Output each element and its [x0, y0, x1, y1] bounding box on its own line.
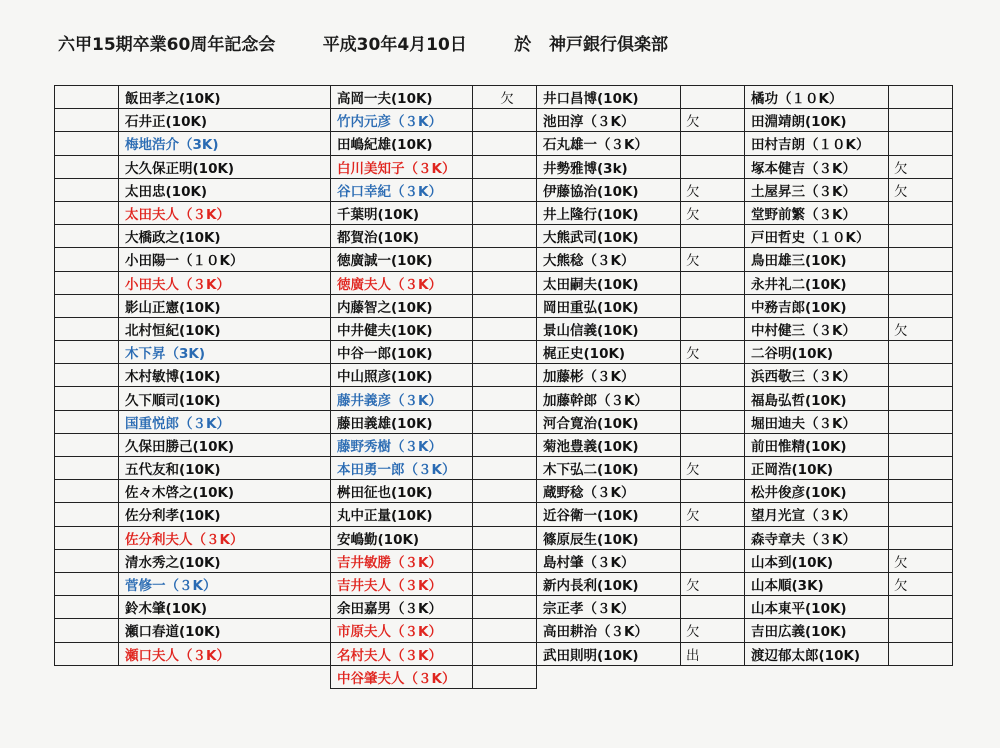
attendance-mark-cell — [681, 387, 745, 410]
attendee-name-cell: 岡田重弘(10K) — [537, 294, 681, 317]
attendance-mark-cell — [889, 480, 953, 503]
attendee-name-cell: 白川美知子（３K） — [331, 155, 473, 178]
attendee-name-cell: 瀬口夫人（３K） — [119, 642, 331, 665]
attendance-mark-cell — [889, 596, 953, 619]
attendance-mark-cell — [473, 132, 537, 155]
attendance-mark-cell — [473, 480, 537, 503]
attendee-name-cell: 塚本健吉（３K） — [745, 155, 889, 178]
attendee-name-cell: 太田嗣夫(10K) — [537, 271, 681, 294]
attendance-mark-cell — [473, 225, 537, 248]
attendance-mark-cell — [889, 132, 953, 155]
attendee-name-cell: 島村肇（３K） — [537, 549, 681, 572]
attendance-mark-cell — [889, 364, 953, 387]
attendee-name-cell: 五代友和(10K) — [119, 457, 331, 480]
attendee-name-cell: 瀬口春道(10K) — [119, 619, 331, 642]
attendee-name-cell: 木下昇（3K) — [119, 341, 331, 364]
attendee-name-cell: 橘功（１０K） — [745, 86, 889, 109]
attendee-name-cell: 石丸雄一（３K） — [537, 132, 681, 155]
attendance-mark-cell: 欠 — [681, 572, 745, 595]
attendee-name-cell: 福島弘哲(10K) — [745, 387, 889, 410]
attendee-name-cell: 松井俊彦(10K) — [745, 480, 889, 503]
attendance-mark-cell — [473, 526, 537, 549]
table-row — [55, 503, 953, 526]
attendance-mark-cell — [55, 155, 119, 178]
attendee-name-cell: 竹内元彦（３K） — [331, 109, 473, 132]
attendance-mark-cell — [473, 549, 537, 572]
attendance-mark-cell — [473, 248, 537, 271]
attendance-mark-cell — [55, 132, 119, 155]
attendance-mark-cell — [55, 201, 119, 224]
venue-prefix: 於 — [514, 35, 532, 55]
attendee-name-cell: 田嶋紀雄(10K) — [331, 132, 473, 155]
attendee-name-cell: 吉田広義(10K) — [745, 619, 889, 642]
attendance-mark-cell — [473, 410, 537, 433]
attendance-mark-cell — [889, 457, 953, 480]
attendee-name-cell: 伊藤協治(10K) — [537, 178, 681, 201]
attendee-name-cell: 山本到(10K) — [745, 549, 889, 572]
attendance-mark-cell — [473, 433, 537, 456]
attendance-mark-cell — [55, 410, 119, 433]
attendance-mark-cell — [55, 317, 119, 340]
attendance-mark-cell — [681, 225, 745, 248]
attendee-name-cell: 木村敏博(10K) — [119, 364, 331, 387]
table-row — [55, 457, 953, 480]
attendee-name-cell: 佐分利夫人（３K） — [119, 526, 331, 549]
attendee-name-cell: 小田陽一（１０K） — [119, 248, 331, 271]
table-row — [55, 317, 953, 340]
attendance-mark-cell — [473, 642, 537, 665]
attendance-mark-cell — [55, 457, 119, 480]
attendance-mark-cell: 欠 — [681, 178, 745, 201]
attendance-mark-cell — [473, 201, 537, 224]
attendee-name-cell: 中谷肇夫人（３K） — [331, 665, 473, 688]
attendee-name-cell: 蔵野稔（３K） — [537, 480, 681, 503]
attendance-mark-cell — [889, 201, 953, 224]
attendee-name-cell: 桝田征也(10K) — [331, 480, 473, 503]
attendee-name-cell: 大久保正明(10K) — [119, 155, 331, 178]
attendee-name-cell: 佐分利孝(10K) — [119, 503, 331, 526]
attendance-mark-cell — [889, 433, 953, 456]
attendee-name-cell: 石井正(10K) — [119, 109, 331, 132]
attendee-name-cell: 小田夫人（３K） — [119, 271, 331, 294]
attendance-mark-cell — [681, 433, 745, 456]
attendance-mark-cell — [55, 619, 119, 642]
attendee-name-cell: 景山信義(10K) — [537, 317, 681, 340]
attendee-name-cell: 菊池豊義(10K) — [537, 433, 681, 456]
attendance-mark-cell: 欠 — [473, 86, 537, 109]
attendee-name-cell: 河合寛治(10K) — [537, 410, 681, 433]
event-name: 六甲15期卒業60周年記念会 — [58, 35, 276, 55]
attendee-name-cell: 影山正憲(10K) — [119, 294, 331, 317]
attendee-name-cell: 田村吉朗（１０K） — [745, 132, 889, 155]
table-row — [55, 109, 953, 132]
attendance-mark-cell — [473, 387, 537, 410]
attendance-mark-cell — [55, 596, 119, 619]
attendee-table — [54, 85, 953, 689]
venue-name: 神戸銀行倶楽部 — [548, 35, 668, 55]
attendee-name-cell: 佐々木啓之(10K) — [119, 480, 331, 503]
attendance-mark-cell: 欠 — [681, 201, 745, 224]
attendee-name-cell: 余田嘉男（３K） — [331, 596, 473, 619]
attendance-mark-cell — [681, 665, 745, 688]
attendee-name-cell: 山本順(3K) — [745, 572, 889, 595]
attendance-mark-cell — [681, 317, 745, 340]
attendee-name-cell: 菅修一（３K） — [119, 572, 331, 595]
attendance-mark-cell — [681, 480, 745, 503]
table-row — [55, 642, 953, 665]
attendee-name-cell: 吉井敏勝（３K） — [331, 549, 473, 572]
attendee-name-cell: 大熊稔（３K） — [537, 248, 681, 271]
attendee-name-cell: 土屋昇三（３K） — [745, 178, 889, 201]
attendance-mark-cell: 出 — [681, 642, 745, 665]
attendance-mark-cell — [55, 248, 119, 271]
attendee-name-cell: 武田則明(10K) — [537, 642, 681, 665]
table-row — [55, 132, 953, 155]
attendance-mark-cell — [473, 572, 537, 595]
attendance-mark-cell — [473, 665, 537, 688]
attendance-mark-cell: 欠 — [681, 619, 745, 642]
attendance-mark-cell — [55, 503, 119, 526]
table-row — [55, 549, 953, 572]
table-row — [55, 480, 953, 503]
attendee-name-cell: 内藤智之(10K) — [331, 294, 473, 317]
attendee-name-cell: 鳥田雄三(10K) — [745, 248, 889, 271]
attendee-name-cell: 篠原辰生(10K) — [537, 526, 681, 549]
table-row — [55, 433, 953, 456]
attendance-mark-cell — [473, 341, 537, 364]
attendance-mark-cell — [889, 294, 953, 317]
attendee-name-cell: 正岡浩(10K) — [745, 457, 889, 480]
attendance-mark-cell — [681, 294, 745, 317]
attendance-mark-cell — [681, 132, 745, 155]
attendee-name-cell: 高田耕治（３K） — [537, 619, 681, 642]
attendee-name-cell: 太田夫人（３K） — [119, 201, 331, 224]
attendee-name-cell: 清水秀之(10K) — [119, 549, 331, 572]
table-row — [55, 178, 953, 201]
table-row — [55, 364, 953, 387]
attendee-name-cell: 藤田義雄(10K) — [331, 410, 473, 433]
attendee-name-cell: 加藤彬（３K） — [537, 364, 681, 387]
attendee-name-cell: 山本東平(10K) — [745, 596, 889, 619]
table-row — [55, 201, 953, 224]
attendance-mark-cell — [55, 86, 119, 109]
attendee-name-cell: 二谷明(10K) — [745, 341, 889, 364]
table-row — [55, 294, 953, 317]
attendance-mark-cell — [55, 178, 119, 201]
attendance-mark-cell — [473, 503, 537, 526]
attendee-name-cell: 中務吉郎(10K) — [745, 294, 889, 317]
attendance-mark-cell: 欠 — [681, 503, 745, 526]
attendance-mark-cell — [889, 526, 953, 549]
attendance-mark-cell — [473, 271, 537, 294]
attendee-name-cell: 本田勇一郎（３K） — [331, 457, 473, 480]
attendee-name-cell: 藤井義彦（３K） — [331, 387, 473, 410]
attendance-mark-cell — [889, 619, 953, 642]
attendance-mark-cell — [889, 642, 953, 665]
attendance-mark-cell: 欠 — [681, 457, 745, 480]
attendee-name-cell: 国重悦郎（３K） — [119, 410, 331, 433]
attendee-name-cell: 戸田哲史（１０K） — [745, 225, 889, 248]
attendance-mark-cell — [473, 619, 537, 642]
attendance-mark-cell — [889, 86, 953, 109]
attendee-name-cell: 田淵靖朗(10K) — [745, 109, 889, 132]
attendee-name-cell: 新内長利(10K) — [537, 572, 681, 595]
attendance-mark-cell — [681, 155, 745, 178]
attendee-name-cell: 中井健夫(10K) — [331, 317, 473, 340]
attendance-mark-cell — [55, 572, 119, 595]
attendee-name-cell: 大橋政之(10K) — [119, 225, 331, 248]
attendance-mark-cell — [681, 271, 745, 294]
attendance-mark-cell — [889, 341, 953, 364]
attendee-name-cell: 徳廣誠一(10K) — [331, 248, 473, 271]
attendee-name-cell: 中山照彦(10K) — [331, 364, 473, 387]
attendance-mark-cell — [473, 109, 537, 132]
attendance-mark-cell — [473, 155, 537, 178]
attendee-name-cell: 望月光宣（３K） — [745, 503, 889, 526]
attendee-name-cell: 大熊武司(10K) — [537, 225, 681, 248]
attendance-mark-cell — [55, 642, 119, 665]
attendee-name-cell: 都賀治(10K) — [331, 225, 473, 248]
event-date: 平成30年4月10日 — [322, 35, 467, 55]
attendee-name-cell: 飯田孝之(10K) — [119, 86, 331, 109]
attendee-name-cell — [745, 665, 889, 688]
attendee-name-cell: 市原夫人（３K） — [331, 619, 473, 642]
attendance-mark-cell — [889, 503, 953, 526]
attendee-name-cell: 梅地浩介（3K) — [119, 132, 331, 155]
attendee-name-cell: 梶正史(10K) — [537, 341, 681, 364]
attendee-name-cell: 永井礼二(10K) — [745, 271, 889, 294]
table-row — [55, 341, 953, 364]
attendance-mark-cell — [473, 178, 537, 201]
attendance-mark-cell — [55, 294, 119, 317]
attendee-name-cell: 中村健三（３K） — [745, 317, 889, 340]
attendance-mark-cell — [55, 271, 119, 294]
attendee-name-cell: 太田忠(10K) — [119, 178, 331, 201]
attendance-mark-cell: 欠 — [681, 248, 745, 271]
attendance-mark-cell — [55, 480, 119, 503]
attendance-mark-cell — [681, 526, 745, 549]
attendance-mark-cell — [681, 86, 745, 109]
attendee-name-cell: 高岡一夫(10K) — [331, 86, 473, 109]
attendance-mark-cell — [889, 225, 953, 248]
attendance-mark-cell — [681, 596, 745, 619]
attendance-mark-cell — [681, 364, 745, 387]
attendee-name-cell — [119, 665, 331, 688]
attendee-name-cell: 久下順司(10K) — [119, 387, 331, 410]
attendance-mark-cell — [889, 665, 953, 688]
document-title — [58, 30, 668, 55]
attendee-name-cell: 浜西敬三（３K） — [745, 364, 889, 387]
attendance-mark-cell — [889, 248, 953, 271]
attendance-mark-cell — [55, 109, 119, 132]
attendee-name-cell: 前田惟精(10K) — [745, 433, 889, 456]
attendance-mark-cell — [889, 271, 953, 294]
attendance-mark-cell — [55, 433, 119, 456]
attendance-mark-cell — [473, 364, 537, 387]
table-row — [55, 526, 953, 549]
attendance-mark-cell: 欠 — [889, 178, 953, 201]
attendance-mark-cell: 欠 — [681, 109, 745, 132]
attendee-name-cell: 近谷衛一(10K) — [537, 503, 681, 526]
attendance-mark-cell — [681, 549, 745, 572]
attendee-name-cell: 千葉明(10K) — [331, 201, 473, 224]
attendance-mark-cell — [889, 410, 953, 433]
attendee-name-cell: 森寺章夫（３K） — [745, 526, 889, 549]
attendee-name-cell: 吉井夫人（３K） — [331, 572, 473, 595]
attendance-mark-cell — [889, 387, 953, 410]
attendee-name-cell: 堀田迪夫（３K） — [745, 410, 889, 433]
attendance-mark-cell: 欠 — [889, 572, 953, 595]
attendee-name-cell: 中谷一郎(10K) — [331, 341, 473, 364]
attendee-name-cell: 名村夫人（３K） — [331, 642, 473, 665]
attendee-name-cell: 井口昌博(10K) — [537, 86, 681, 109]
attendee-name-cell: 木下弘二(10K) — [537, 457, 681, 480]
attendance-mark-cell — [473, 317, 537, 340]
table-row — [55, 619, 953, 642]
attendee-name-cell: 谷口幸紀（３K） — [331, 178, 473, 201]
table-row — [55, 271, 953, 294]
attendance-mark-cell — [55, 665, 119, 688]
attendance-mark-cell — [681, 410, 745, 433]
attendee-name-cell: 加藤幹郎（３K） — [537, 387, 681, 410]
attendee-name-cell: 安嶋勤(10K) — [331, 526, 473, 549]
table-row — [55, 387, 953, 410]
attendance-mark-cell: 欠 — [889, 317, 953, 340]
attendance-mark-cell — [889, 109, 953, 132]
attendee-name-cell: 井勢雅博(3k) — [537, 155, 681, 178]
attendee-name-cell: 井上隆行(10K) — [537, 201, 681, 224]
attendance-mark-cell — [55, 549, 119, 572]
attendance-mark-cell — [55, 225, 119, 248]
attendance-mark-cell — [473, 596, 537, 619]
attendee-name-cell: 藤野秀樹（３K） — [331, 433, 473, 456]
attendance-mark-cell — [55, 364, 119, 387]
table-row — [55, 596, 953, 619]
attendance-mark-cell: 欠 — [889, 155, 953, 178]
attendee-name-cell: 渡辺郁太郎(10K) — [745, 642, 889, 665]
attendee-name-cell — [537, 665, 681, 688]
attendance-mark-cell: 欠 — [681, 341, 745, 364]
attendee-name-cell: 堂野前繁（３K） — [745, 201, 889, 224]
attendance-mark-cell — [473, 457, 537, 480]
attendee-name-cell: 鈴木肇(10K) — [119, 596, 331, 619]
table-row — [55, 86, 953, 109]
table-row — [55, 225, 953, 248]
attendance-mark-cell — [55, 341, 119, 364]
table-row — [55, 665, 953, 688]
table-row — [55, 155, 953, 178]
table-row — [55, 572, 953, 595]
attendee-name-cell: 徳廣夫人（３K） — [331, 271, 473, 294]
attendee-name-cell: 宗正孝（３K） — [537, 596, 681, 619]
attendee-name-cell: 池田淳（３K） — [537, 109, 681, 132]
table-row — [55, 248, 953, 271]
attendance-mark-cell — [473, 294, 537, 317]
table-row — [55, 410, 953, 433]
attendance-mark-cell: 欠 — [889, 549, 953, 572]
attendance-mark-cell — [55, 387, 119, 410]
attendee-name-cell: 北村恒紀(10K) — [119, 317, 331, 340]
attendee-name-cell: 久保田勝己(10K) — [119, 433, 331, 456]
attendance-mark-cell — [55, 526, 119, 549]
attendee-name-cell: 丸中正量(10K) — [331, 503, 473, 526]
